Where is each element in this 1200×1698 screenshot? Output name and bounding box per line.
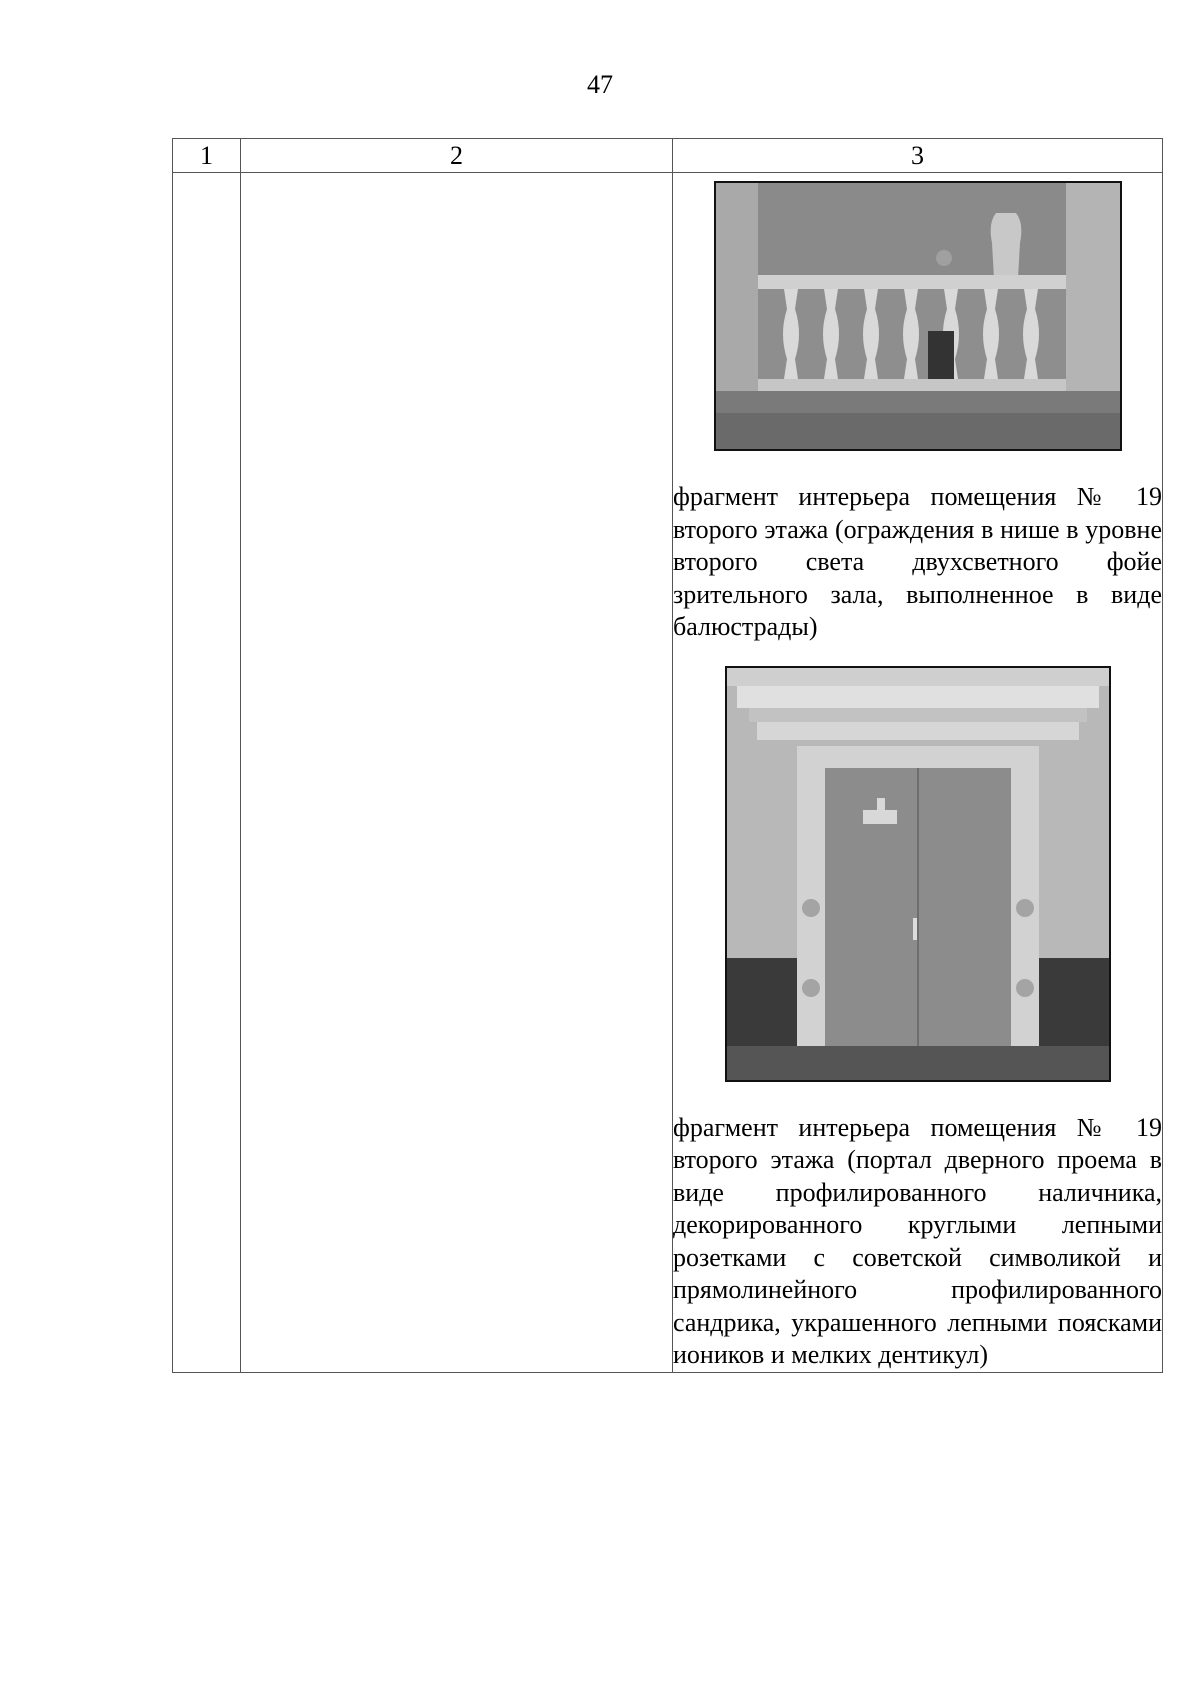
page-number: 47 — [587, 70, 613, 99]
cell-col3 — [673, 173, 1163, 1373]
caption-balustrade: фрагмент интерьера помещения № 19 второго этажа (ограждения в нише в уровне второго света двухсветного фойе зрительного зала, выполненное в виде балюстрады) — [673, 482, 1162, 641]
cell-col2 — [241, 173, 673, 1373]
document-table — [172, 138, 1163, 1373]
door-portal-photo — [725, 666, 1111, 1082]
header-cell-2: 2 — [241, 139, 673, 173]
table-row — [173, 173, 1163, 1373]
balustrade-photo — [714, 181, 1122, 451]
header-cell-1: 1 — [173, 139, 241, 173]
table-header-row — [173, 139, 1163, 173]
header-cell-3: 3 — [673, 139, 1163, 173]
caption-door-portal: фрагмент интерьера помещения № 19 второго этажа (портал дверного проема в виде профилированного наличника, декорированного круглыми лепными розетками с советской символикой и прямолинейного профилированного сандрика, украшенного лепными поясками иоников и мелких дентикул) — [673, 1112, 1162, 1369]
cell-col1 — [173, 173, 241, 1373]
